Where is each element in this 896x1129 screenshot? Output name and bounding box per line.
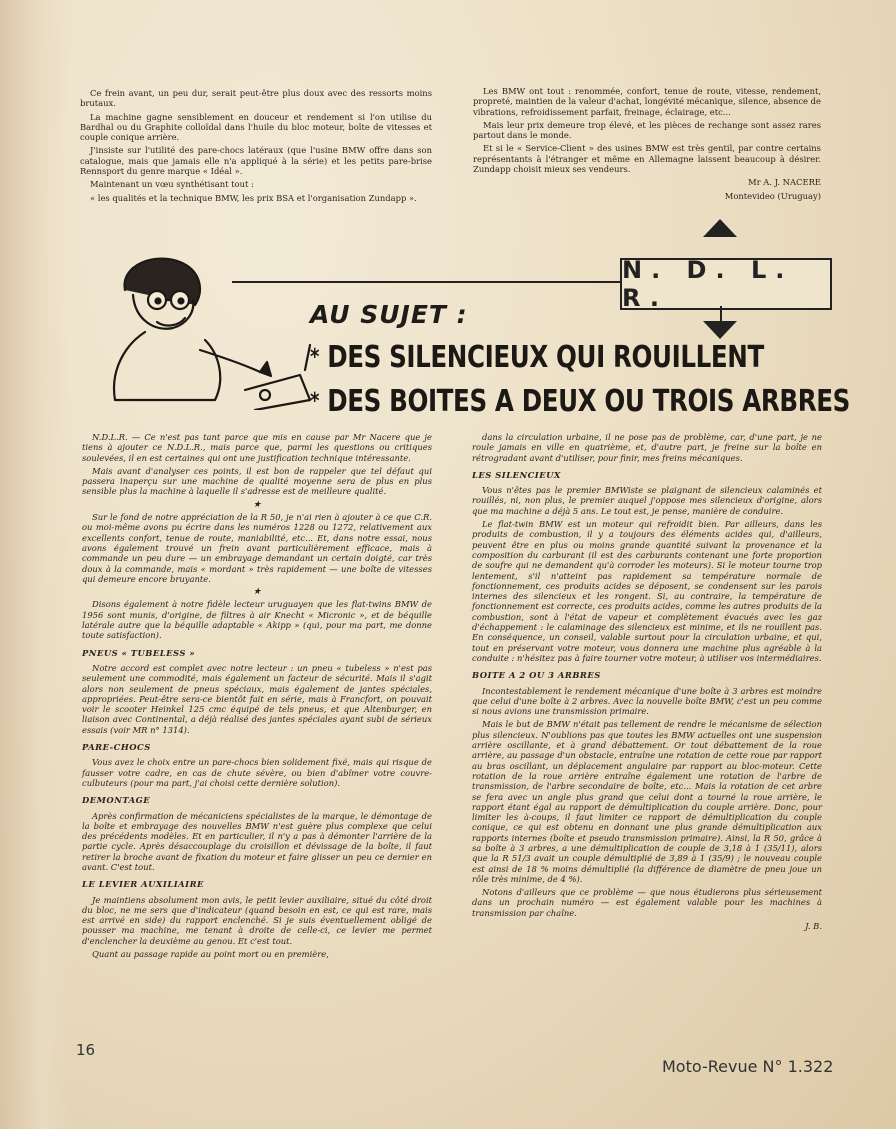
- arrow-down-icon: [703, 321, 737, 339]
- paragraph: Ce frein avant, un peu dur, serait peut-être plus doux avec des ressorts moins brutaux.: [80, 88, 432, 109]
- paragraph: « les qualités et la technique BMW, les prix BSA et l'organisation Zundapp ».: [90, 192, 417, 203]
- paragraph: Notre accord est complet avec notre lecteur : un pneu « tubeless » n'est pas seulement une commodité, mais également un facteur de sécurité. Mais il s'agit alors non seulement de pneus spéciaux, mais également de jantes spéciales, appropriées. Peut-être sera-ce bientôt fait en série, mais à Francfort, on pouvait voir le scooter Heinkel 125 cmc équipé de tels pneus, et que Altenburger, en liaison avec Continental, a déjà réalisé des jantes spéciales ayant subi de sérieux essais (voir MR n° 1314).: [82, 662, 432, 735]
- headline-text: DES SILENCIEUX QUI ROUILLENT: [327, 340, 764, 375]
- section-heading-boite: BOITE A 2 OU 3 ARBRES: [472, 670, 601, 681]
- article-right-column: [472, 432, 822, 934]
- letter-left-column: [80, 88, 432, 206]
- paper-fold-shadow: [0, 0, 70, 1129]
- paragraph: Sur le fond de notre appréciation de la R 50, je n'ai rien à ajouter à ce que C.R. ou moi-même avons pu écrire dans les numéros 1228 ou 1272, relativement aux excellents confort, tenue de route, maniabilité, etc... Et, dans notre essai, nous avons également trouvé un frein avant particulièrement efficace, mais à commande un peu dure — un embrayage demandant un certain doigté, car très doux à la commande, mais « mordant » très rapidement — une boîte de vitesses qui demeure encore bruyante.: [82, 512, 432, 584]
- section-heading-pneus: PNEUS « TUBELESS »: [82, 647, 196, 658]
- arrow-down-stem: [720, 306, 722, 322]
- paragraph: Incontestablement le rendement mécanique d'une boîte à 3 arbres est moindre que celui d'une boîte à 2 arbres. Avec la nouvelle boîte BMW, c'est un peu comme si nous avions une transmission primaire.: [472, 685, 822, 717]
- paragraph: J'insiste sur l'utilité des pare-chocs latéraux (que l'usine BMW offre dans son catalogue, mais que jamais elle n'a appliqué à la série) et les petits pare-brise Rennsport du genre marque « Idéal ».: [80, 145, 432, 177]
- section-heading-levier: LE LEVIER AUXILIAIRE: [82, 879, 204, 890]
- headline-text: DES BOITES A DEUX OU TROIS ARBRES: [327, 384, 850, 419]
- paragraph: Je maintiens absolument mon avis, le petit levier auxiliaire, situé du côté droit du bloc, ne me sers que d'indicateur (quand besoin en est, ce qui est rare, mais est arrivé en side) du rapport enclenché. Si je suis éventuellement obligé de pousser ma machine, me tenant à droite de celle-ci, ce levier me permet d'enclencher la deuxième au genou. Et c'est tout.: [82, 894, 432, 946]
- paragraph: Maintenant un vœu synthétisant tout :: [90, 179, 254, 190]
- article-left-column: [82, 432, 432, 962]
- magazine-issue: Moto-Revue N° 1.322: [662, 1057, 834, 1076]
- paragraph: Mais leur prix demeure trop élevé, et les pièces de rechange sont assez rares partout dans le monde.: [473, 119, 821, 141]
- paragraph: Le flat-twin BMW est un moteur qui refroidit bien. Par ailleurs, dans les produits de combustion, il y a toujours des éléments acides qui, d'ailleurs, peuvent être en plus ou moins grande quantité suivant la provenance et la composition du carburant (il est des carburants contenant une forte proportion de soufre qui ne demandent qu'à corroder les moteurs). Si le moteur tourne trop lentement, s'il n'atteint pas rapidement sa température normale de fonctionnement, ces produits acides se déposent, se condensent sur les parois internes des silencieux et les rongent. Si, au contraire, la température de fonctionnement est correcte, ces produits acides, comme les autres produits de la combustion, sont à l'état de vapeur et complètement évacués avec les gaz d'échappement : le calaminage des silencieux est minime, et ils ne rouillent pas. En conséquence, un conseil, valable surtout pour la circulation urbaine, et qui, tout en préservant votre moteur, vous donnera une machine plus agréable à la conduite : n'hésitez pas à faire tourner votre moteur, à utiliser vos intermédiaires.: [472, 519, 822, 663]
- bullet-star-icon: *: [310, 389, 320, 414]
- au-sujet-title: AU SUJET :: [310, 300, 468, 329]
- paragraph: Les BMW ont tout : renommée, confort, tenue de route, vitesse, rendement, propreté, maintien de la valeur d'achat, longévité mécanique, silence, absence de vibrations, refroidissement parfait, freinage, éclairage, etc...: [473, 86, 821, 117]
- star-separator-icon: ★: [252, 499, 262, 510]
- page-number: 16: [76, 1041, 96, 1059]
- star-separator-icon: ★: [252, 587, 262, 598]
- bullet-star-icon: *: [310, 345, 320, 370]
- ndlr-box: N. D. L. R.: [620, 258, 832, 310]
- paragraph: dans la circulation urbaine, il ne pose pas de problème, car, d'une part, je ne roule jamais en ville en quatrième, et, d'autre part, je freine sur la boîte en rétrogradant avant d'utiliser, pour finir, mes freins mécaniques.: [472, 432, 822, 463]
- paragraph: Notons d'ailleurs que ce problème — que nous étudierons plus sérieusement dans un prochain numéro — est également valable pour les machines à transmission par chaîne.: [472, 887, 822, 918]
- letter-right-column: [473, 86, 821, 204]
- paragraph: Vous n'êtes pas le premier BMWiste se plaignant de silencieux calaminés et rouillés, ni, non plus, le premier auquel j'oppose mes silencieux d'origine, alors que ma machine a déjà 5 ans. Le tout est, je pense, manière de conduire.: [472, 485, 822, 516]
- paragraph: Mais avant d'analyser ces points, il est bon de rappeler que tel défaut qui passera inaperçu sur une machine de qualité moyenne sera de plus en plus sensible plus la machine à laquelle il s'adresse est de meilleure qualité.: [82, 465, 432, 497]
- section-heading-pare-chocs: PARE-CHOCS: [82, 742, 151, 753]
- letter-signature-place: Montevideo (Uruguay): [724, 190, 821, 201]
- paragraph: Après confirmation de mécaniciens spécialistes de la marque, le démontage de la boîte et embrayage des nouvelles BMW n'est guère plus complexe que celui des précédents modèles. Et en particulier, il n'y a pas à démonter l'arrière de la partie cycle. Après désaccouplage du croisillon et dévissage de la boîte, il faut retirer la broche avant de fixation du moteur et faire glisser un peu ce dernier en avant. C'est tout.: [82, 810, 432, 872]
- section-heading-silencieux: LES SILENCIEUX: [472, 469, 561, 480]
- paragraph: Quant au passage rapide au point mort ou en première,: [92, 949, 329, 960]
- headline-boites: [310, 384, 850, 419]
- arrow-up-icon: [703, 219, 737, 237]
- writer-illustration: [95, 250, 335, 410]
- paragraph: N.D.L.R. — Ce n'est pas tant parce que mis en cause par Mr Nacere que je tiens à ajouter ce N.D.L.R., mais parce que, parmi les questions ou critiques soulevées, il en est certaines qui ont une justification technique intéressante.: [82, 432, 432, 463]
- letter-signature-name: Mr A. J. NACERE: [748, 177, 821, 188]
- paragraph: Vous avez le choix entre un pare-chocs bien solidement fixé, mais qui risque de fausser votre cadre, en cas de chute sévère, ou bien d'abîmer votre couvre-culbuteurs (pour ma part, j'ai choisi cette dernière solution).: [82, 757, 432, 788]
- article-signature: J. B.: [805, 921, 822, 932]
- paragraph: Mais le but de BMW n'était pas tellement de rendre le mécanisme de sélection plus silencieux. N'oublions pas que toutes les BMW actuelles ont une suspension arrière oscillante, et à grand débattement. Or tout débattement de la roue arrière, au passage d'un obstacle, entraîne une rotation de cette roue par rapport au bras oscillant, un déplacement angulaire par rapport au bloc-moteur. Cette rotation de la roue arrière entraîne également une rotation de l'arbre de transmission, de l'arbre secondaire de boîte, etc... Mais la rotation de cet arbre se fera avec un angle plus grand que celui dont a tourné la roue arrière, le rapport étant égal au rapport de démultiplication du couple arrière. Donc, pour limiter les à-coups, il faut limiter ce rapport de démultiplication du couple conique, ce qui est obtenu en donnant une plus grande démultiplication aux rapports internes (boîte et pseudo transmission primaire). Ainsi, la R 50, grâce à sa boîte à 3 arbres, a une démultiplication de couple de 3,18 à 1 (35/11), alors que la R 51/3 avait un couple démultiplié de 3,89 à 1 (35/9) ; le nouveau couple est ainsi de 18 % moins démultiplié (la différence de diamètre de pneu joue un rôle très minime, de 4 %).: [472, 719, 822, 884]
- headline-silencieux: [310, 340, 764, 375]
- section-heading-demontage: DEMONTAGE: [82, 795, 151, 806]
- paragraph: Et si le « Service-Client » des usines BMW est très gentil, par contre certains représentants à l'étranger et même en Allemagne laissent beaucoup à désirer. Zundapp choisit mieux ses vendeurs.: [473, 143, 821, 175]
- paragraph: Disons également à notre fidèle lecteur uruguayen que les flat-twins BMW de 1956 sont munis, d'origine, de filtres à air Knecht « Micronic », et de béquille latérale autre que la béquille adaptable « Akipp » (qui, pour ma part, me donne toute satisfaction).: [82, 599, 432, 641]
- paragraph: La machine gagne sensiblement en douceur et rendement si l'on utilise du Bardhal ou du Graphite colloïdal dans l'huile du bloc moteur, boîte de vitesses et couple conique arrière.: [80, 111, 432, 143]
